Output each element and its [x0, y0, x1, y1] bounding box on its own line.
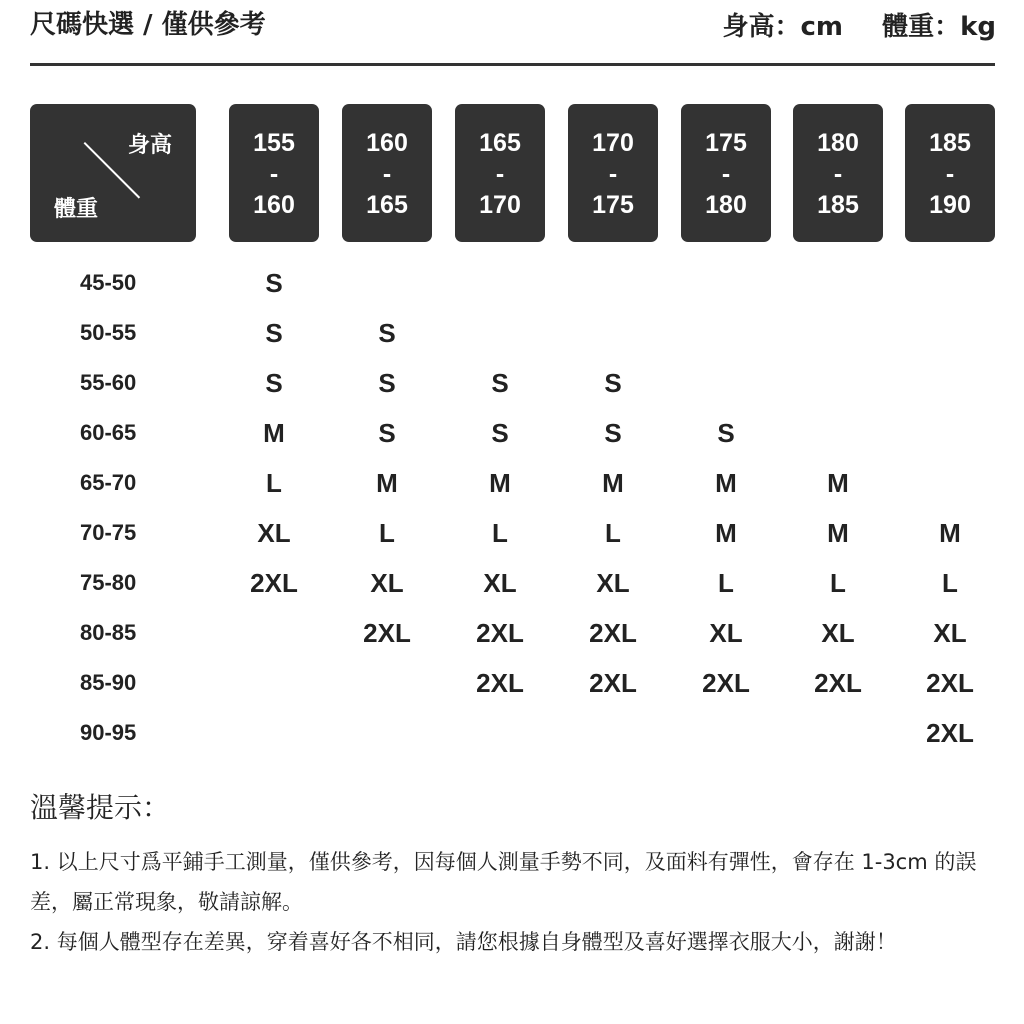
weight-row-label: 65-70 — [80, 470, 137, 495]
height-value: - — [608, 160, 618, 188]
size-cell: 2XL — [926, 718, 974, 748]
height-value: 175 — [592, 191, 634, 219]
weight-row-label: 90-95 — [80, 720, 137, 745]
height-value: 170 — [479, 191, 521, 219]
size-cell: S — [265, 318, 283, 348]
size-cell: 2XL — [363, 618, 411, 648]
height-value: 180 — [705, 191, 747, 219]
weight-axis-label: 體重 — [54, 197, 99, 222]
height-value: 175 — [705, 129, 747, 157]
size-cell: L — [605, 518, 621, 548]
size-cell: M — [376, 468, 398, 498]
size-cell: XL — [933, 618, 967, 648]
size-cell: L — [942, 568, 958, 598]
weight-row-label: 75-80 — [80, 570, 137, 595]
divider — [30, 63, 995, 66]
height-value: 160 — [366, 129, 408, 157]
tip-line: 2. 每個人體型存在差異，穿着喜好各不相同，請您根據自身體型及喜好選擇衣服大小，謝謝！ — [30, 930, 897, 954]
size-cell: M — [715, 518, 737, 548]
size-cell: S — [265, 368, 283, 398]
height-column-header — [342, 104, 432, 242]
size-cell: S — [378, 418, 396, 448]
size-cell: XL — [596, 568, 630, 598]
tip-line: 1. 以上尺寸爲平鋪手工測量，僅供參考，因每個人測量手勢不同，及面料有彈性，會存在 1-3cm 的誤差，屬正常現象，敬請諒解。 — [30, 850, 977, 914]
height-value: 185 — [929, 129, 971, 157]
size-cell: L — [830, 568, 846, 598]
height-unit: 身高：cm — [722, 12, 844, 42]
size-cell: 2XL — [589, 618, 637, 648]
weight-row-label: 85-90 — [80, 670, 137, 695]
weight-row-label: 80-85 — [80, 620, 137, 645]
weight-row-label: 50-55 — [80, 320, 137, 345]
size-cell: M — [827, 468, 849, 498]
height-value: - — [269, 160, 279, 188]
height-value: 170 — [592, 129, 634, 157]
weight-row-label: 45-50 — [80, 270, 137, 295]
size-cell: XL — [709, 618, 743, 648]
weight-unit: 體重：kg — [882, 12, 996, 42]
size-cell: 2XL — [589, 668, 637, 698]
size-cell: M — [489, 468, 511, 498]
size-cell: XL — [821, 618, 855, 648]
height-axis-label: 身高 — [127, 133, 172, 158]
size-cell: 2XL — [476, 618, 524, 648]
height-value: 180 — [817, 129, 859, 157]
height-value: 160 — [253, 191, 295, 219]
weight-row-label: 60-65 — [80, 420, 137, 445]
height-column-header — [681, 104, 771, 242]
unit-legend — [693, 6, 996, 43]
tips-title: 溫馨提示： — [30, 791, 171, 824]
size-cell: S — [717, 418, 735, 448]
height-value: 190 — [929, 191, 971, 219]
height-column-header — [793, 104, 883, 242]
size-cell: 2XL — [814, 668, 862, 698]
height-column-header — [229, 104, 319, 242]
weight-row-label: 55-60 — [80, 370, 137, 395]
size-cell: S — [491, 368, 509, 398]
height-column-header — [905, 104, 995, 242]
size-cell: S — [491, 418, 509, 448]
weight-row-label: 70-75 — [80, 520, 137, 545]
page-title: 尺碼快選 / 僅供參考 — [30, 10, 266, 40]
size-cell: S — [265, 268, 283, 298]
size-cell: L — [718, 568, 734, 598]
height-value: 165 — [366, 191, 408, 219]
size-cell: M — [715, 468, 737, 498]
table-corner-header — [30, 104, 196, 242]
height-value: 185 — [817, 191, 859, 219]
size-cell: 2XL — [476, 668, 524, 698]
size-cell: XL — [483, 568, 517, 598]
height-value: - — [721, 160, 731, 188]
height-value: - — [833, 160, 843, 188]
size-cell: M — [827, 518, 849, 548]
height-column-header — [568, 104, 658, 242]
size-cell: S — [604, 368, 622, 398]
height-value: - — [382, 160, 392, 188]
size-cell: 2XL — [702, 668, 750, 698]
size-cell: L — [266, 468, 282, 498]
size-cell: XL — [257, 518, 291, 548]
height-value: - — [945, 160, 955, 188]
size-cell: S — [378, 318, 396, 348]
size-cell: XL — [370, 568, 404, 598]
size-cell: M — [939, 518, 961, 548]
size-cell: 2XL — [250, 568, 298, 598]
size-cell: 2XL — [926, 668, 974, 698]
height-value: - — [495, 160, 505, 188]
height-column-header — [455, 104, 545, 242]
height-value: 155 — [253, 129, 295, 157]
tips-body — [30, 842, 990, 962]
size-cell: L — [379, 518, 395, 548]
size-cell: S — [604, 418, 622, 448]
size-cell: M — [602, 468, 624, 498]
size-cell: L — [492, 518, 508, 548]
size-cell: S — [378, 368, 396, 398]
height-value: 165 — [479, 129, 521, 157]
size-cell: M — [263, 418, 285, 448]
